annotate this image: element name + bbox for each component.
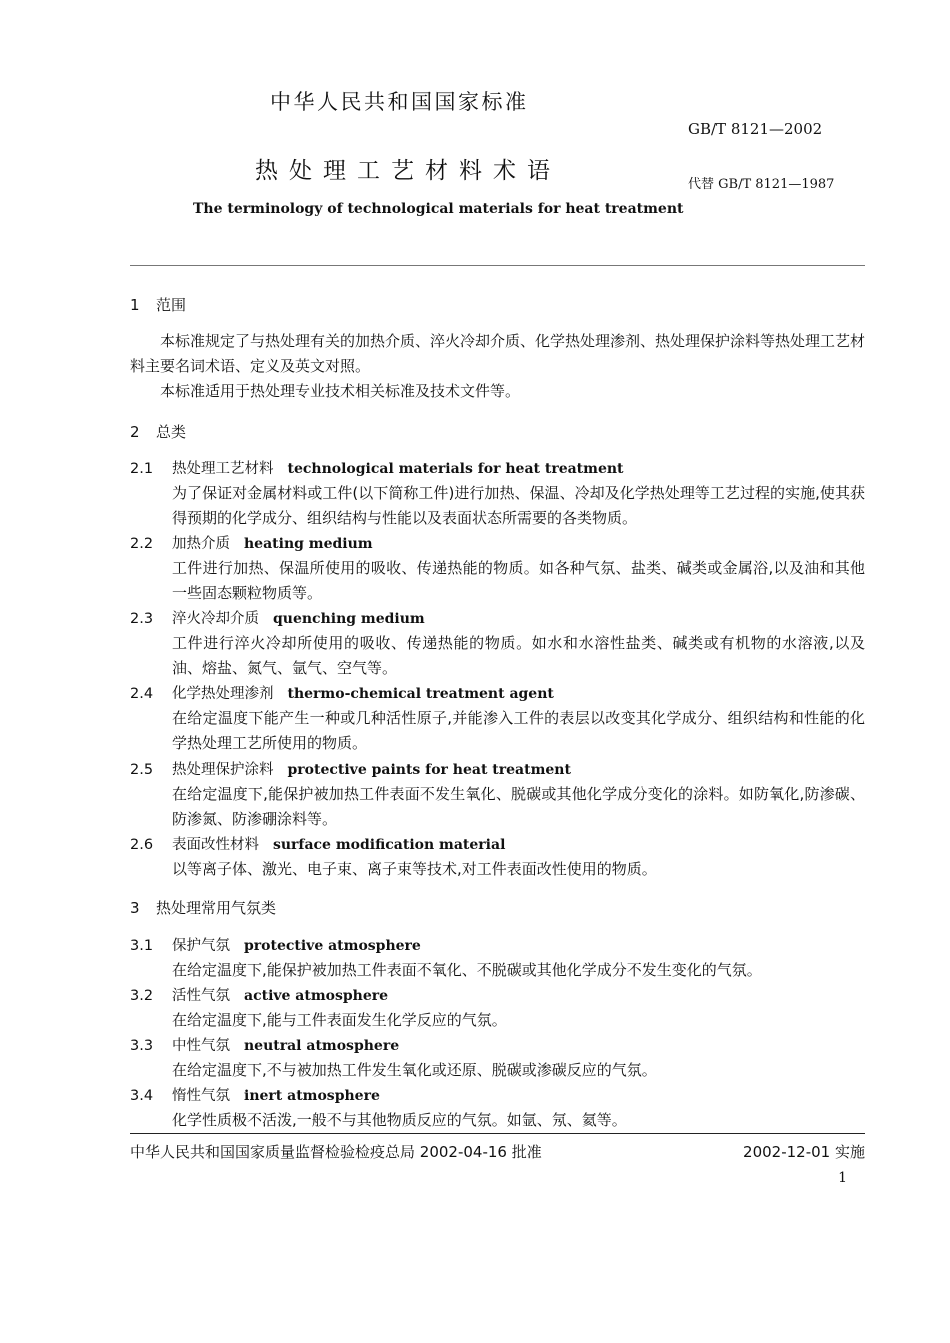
section-title: 热处理常用气氛类: [156, 899, 277, 917]
term-2-2: [130, 532, 373, 553]
term-2-5-definition: 在给定温度下,能保护被加热工件表面不发生氧化、脱碳或其他化学成分变化的涂料。如防氧化,防渗碳、防渗氮、防渗硼涂料等。: [172, 785, 865, 828]
term-number: 3.2: [130, 988, 154, 1004]
term-number: 2.6: [130, 837, 154, 853]
term-3-2-definition: 在给定温度下,能与工件表面发生化学反应的气氛。: [172, 1011, 507, 1029]
term-number: 3.3: [130, 1038, 154, 1054]
term-number: 3.4: [130, 1088, 154, 1104]
term-zh: 热处理保护涂料: [172, 762, 274, 778]
term-3-1-definition: 在给定温度下,能保护被加热工件表面不氧化、不脱碳或其他化学成分不发生变化的气氛。: [172, 961, 762, 979]
term-en: heating medium: [244, 536, 373, 552]
term-en: protective paints for heat treatment: [287, 762, 571, 778]
section-title: 总类: [156, 423, 187, 441]
implementation-date: 2002-12-01 实施: [743, 1143, 865, 1161]
term-2-4: [130, 682, 554, 703]
term-en: quenching medium: [273, 611, 425, 627]
term-zh: 化学热处理渗剂: [172, 686, 274, 702]
term-en: thermo-chemical treatment agent: [287, 686, 554, 702]
term-en: technological materials for heat treatment: [287, 461, 624, 477]
term-2-6: [130, 833, 505, 854]
term-zh: 中性气氛: [172, 1038, 230, 1054]
section-1-heading: [130, 294, 186, 315]
term-3-3: [130, 1034, 399, 1055]
term-zh: 保护气氛: [172, 938, 230, 954]
term-en: neutral atmosphere: [244, 1038, 400, 1054]
term-number: 2.1: [130, 461, 154, 477]
term-en: inert atmosphere: [244, 1088, 380, 1104]
term-3-3-definition: 在给定温度下,不与被加热工件发生氧化或还原、脱碳或渗碳反应的气氛。: [172, 1061, 657, 1079]
term-zh: 加热介质: [172, 536, 230, 552]
section-number: 2: [130, 423, 140, 441]
term-zh: 淬火冷却介质: [172, 611, 259, 627]
term-en: active atmosphere: [244, 988, 389, 1004]
term-en: protective atmosphere: [244, 938, 421, 954]
term-2-4-definition: 在给定温度下能产生一种或几种活性原子,并能渗入工件的表层以改变其化学成分、组织结构和性能的化学热处理工艺所使用的物质。: [172, 709, 865, 752]
national-standard-title: 中华人民共和国国家标准: [270, 90, 529, 114]
section-number: 1: [130, 296, 140, 314]
standard-code: GB/T 8121—2002: [688, 120, 823, 138]
term-2-1-definition: 为了保证对金属材料或工件(以下简称工件)进行加热、保温、冷却及化学热处理等工艺过程的实施,使其获得预期的化学成分、组织结构与性能以及表面状态所需要的各类物质。: [172, 484, 865, 527]
term-3-1: [130, 934, 421, 955]
term-zh: 活性气氛: [172, 988, 230, 1004]
section-1-paragraph-1: 本标准规定了与热处理有关的加热介质、淬火冷却介质、化学热处理渗剂、热处理保护涂料等热处理工艺材料主要名词术语、定义及英文对照。: [130, 332, 866, 375]
term-3-4-definition: 化学性质极不活泼,一般不与其他物质反应的气氛。如氩、氖、氦等。: [172, 1111, 627, 1129]
term-number: 2.3: [130, 611, 154, 627]
term-2-3: [130, 607, 425, 628]
term-zh: 热处理工艺材料: [172, 461, 274, 477]
term-3-4: [130, 1084, 380, 1105]
footer-divider: [130, 1133, 865, 1134]
term-2-5: [130, 758, 571, 779]
term-2-2-definition: 工件进行加热、保温所使用的吸收、传递热能的物质。如各种气氛、盐类、碱类或金属浴,以及油和其他一些固态颗粒物质等。: [172, 559, 865, 602]
section-number: 3: [130, 899, 140, 917]
replaces-standard: 代替 GB/T 8121—1987: [688, 177, 835, 192]
page-number: 1: [838, 1170, 847, 1186]
section-1-paragraph-2: 本标准适用于热处理专业技术相关标准及技术文件等。: [160, 382, 521, 400]
term-en: surface modification material: [273, 837, 506, 853]
term-3-2: [130, 984, 388, 1005]
approval-statement: 中华人民共和国国家质量监督检验检疫总局 2002-04-16 批准: [130, 1143, 542, 1161]
document-title: 热处理工艺材料术语: [255, 158, 561, 184]
section-3-heading: [130, 897, 276, 918]
term-2-3-definition: 工件进行淬火冷却所使用的吸收、传递热能的物质。如水和水溶性盐类、碱类或有机物的水溶液,以及油、熔盐、氮气、氩气、空气等。: [172, 634, 865, 677]
header-divider: [130, 265, 865, 266]
term-number: 2.5: [130, 762, 154, 778]
term-2-1: [130, 457, 624, 478]
term-zh: 表面改性材料: [172, 837, 259, 853]
section-2-heading: [130, 421, 186, 442]
term-zh: 惰性气氛: [172, 1088, 230, 1104]
term-2-6-definition: 以等离子体、激光、电子束、离子束等技术,对工件表面改性使用的物质。: [172, 860, 657, 878]
term-number: 2.2: [130, 536, 154, 552]
term-number: 3.1: [130, 938, 154, 954]
term-number: 2.4: [130, 686, 154, 702]
english-title: The terminology of technological materials for heat treatment: [193, 201, 684, 217]
section-title: 范围: [156, 296, 187, 314]
